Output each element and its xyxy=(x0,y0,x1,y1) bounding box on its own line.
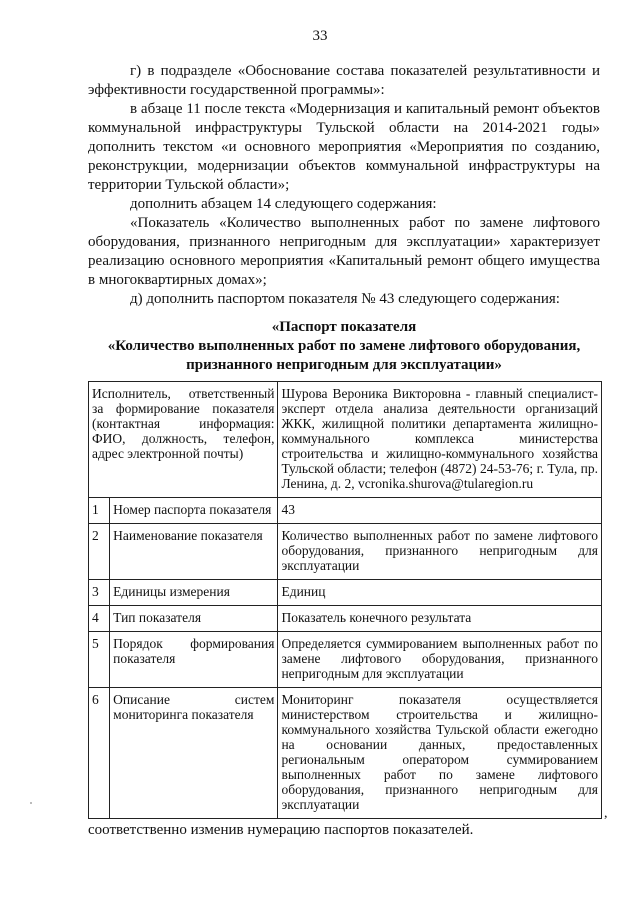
table-row xyxy=(89,688,602,819)
heading-line-2: «Количество выполненных работ по замене лифтового оборудования, xyxy=(107,338,581,354)
table-row-executor xyxy=(89,382,602,498)
row-label: Единицы измерения xyxy=(110,580,278,606)
margin-speck xyxy=(30,802,32,804)
row-number: 5 xyxy=(89,632,110,688)
row-number: 2 xyxy=(89,524,110,580)
paragraph-abzac-14: дополнить абзацем 14 следующего содержания: xyxy=(130,196,437,212)
table-row xyxy=(89,580,602,606)
paragraph-indicator: «Показатель «Количество выполненных работ по замене лифтового оборудования, признанного непригодным для эксплуатации» характеризует реализацию основного мероприятия «Капитальный ремонт общего имущества в многоквартирных домах»; xyxy=(88,215,600,288)
body-text xyxy=(88,62,600,309)
paragraph-g: г) в подразделе «Обоснование состава показателей результативности и эффективности государственной программы»: xyxy=(88,63,600,98)
paragraph-abzac-11: в абзаце 11 после текста «Модернизация и капитальный ремонт объектов коммунальной инфраструктуры Тульской области на 2014-2021 годы» дополнить текстом «и основного мероприятия «Мероприятия по созданию, реконструкции, модернизации объектов коммунальной инфраструктуры на территории Тульской области»; xyxy=(88,101,600,193)
row-number: 3 xyxy=(89,580,110,606)
heading-line-3: признанного непригодным для эксплуатации» xyxy=(186,357,502,373)
row-label: Тип показателя xyxy=(110,606,278,632)
executor-value: Шурова Вероника Викторовна - главный специалист-эксперт отдела анализа деятельности организаций ЖКК, жилищной политики департамента жилищно-коммунального комплекса министерства строительства и жилищно-коммунального хозяйства Тульской области; телефон (4872) 24-53-76; г. Тула, пр. Ленина, д. 2, vcronika.shurova@tularegion.ru xyxy=(278,382,602,498)
passport-table xyxy=(88,381,602,819)
page-number: 33 xyxy=(312,28,328,44)
row-label: Наименование показателя xyxy=(110,524,278,580)
closing-text: соответственно изменив нумерацию паспортов показателей. xyxy=(88,822,474,838)
passport-heading xyxy=(88,318,600,375)
table-row xyxy=(89,498,602,524)
row-number: 1 xyxy=(89,498,110,524)
trailing-comma: , xyxy=(604,806,608,821)
row-number: 6 xyxy=(89,688,110,819)
heading-line-1: «Паспорт показателя xyxy=(271,319,417,335)
executor-label: Исполнитель, ответственный за формирование показателя (контактная информация: ФИО, должность, телефон, адрес электронной почты) xyxy=(89,382,278,498)
table-row xyxy=(89,524,602,580)
row-value: 43 xyxy=(278,498,602,524)
row-value: Показатель конечного результата xyxy=(278,606,602,632)
row-label: Номер паспорта показателя xyxy=(110,498,278,524)
row-value: Единиц xyxy=(278,580,602,606)
row-label: Описание систем мониторинга показателя xyxy=(110,688,278,819)
paragraph-d: д) дополнить паспортом показателя № 43 следующего содержания: xyxy=(130,291,560,307)
table-row xyxy=(89,632,602,688)
row-number: 4 xyxy=(89,606,110,632)
row-value: Определяется суммированием выполненных работ по замене лифтового оборудования, признанного непригодным для эксплуатации xyxy=(278,632,602,688)
row-value: Количество выполненных работ по замене лифтового оборудования, признанного непригодным для эксплуатации xyxy=(278,524,602,580)
table-row xyxy=(89,606,602,632)
row-value: Мониторинг показателя осуществляется министерством строительства и жилищно-коммунального хозяйства Тульской области ежегодно на основании данных, предоставленных региональным оператором суммированием выполненных работ по замене лифтового оборудования, признанного непригодным для эксплуатации xyxy=(278,688,602,819)
row-label: Порядок формирования показателя xyxy=(110,632,278,688)
